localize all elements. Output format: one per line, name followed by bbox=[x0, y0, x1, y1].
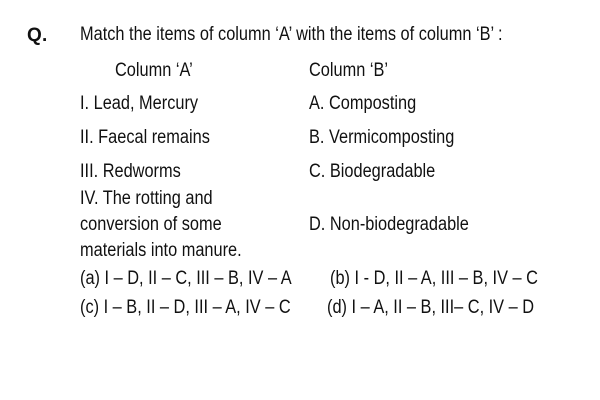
column-b-item-1: A. Composting bbox=[309, 93, 417, 114]
question-number: Q. bbox=[27, 25, 48, 46]
column-b-header: Column ‘B’ bbox=[309, 60, 389, 81]
column-a-item-4-line-1: IV. The rotting and bbox=[80, 188, 213, 209]
column-a-item-2: II. Faecal remains bbox=[80, 127, 210, 148]
column-a-header: Column ‘A’ bbox=[115, 60, 193, 81]
column-a-item-1: I. Lead, Mercury bbox=[80, 93, 199, 114]
column-a-item-3: III. Redworms bbox=[80, 161, 181, 182]
option-b: (b) I - D, II – A, III – B, IV – C bbox=[330, 268, 538, 289]
column-b-item-2: B. Vermicomposting bbox=[309, 127, 455, 148]
column-a-item-4-line-3: materials into manure. bbox=[80, 240, 242, 261]
column-b-item-4: D. Non-biodegradable bbox=[309, 214, 469, 235]
column-a-item-4-line-2: conversion of some bbox=[80, 214, 222, 235]
column-b-item-3: C. Biodegradable bbox=[309, 161, 436, 182]
option-c: (c) I – B, II – D, III – A, IV – C bbox=[80, 297, 291, 318]
option-d: (d) I – A, II – B, III– C, IV – D bbox=[327, 297, 535, 318]
option-a: (a) I – D, II – C, III – B, IV – A bbox=[80, 268, 292, 289]
question-prompt: Match the items of column ‘A’ with the items of column ‘B’ : bbox=[80, 24, 503, 45]
